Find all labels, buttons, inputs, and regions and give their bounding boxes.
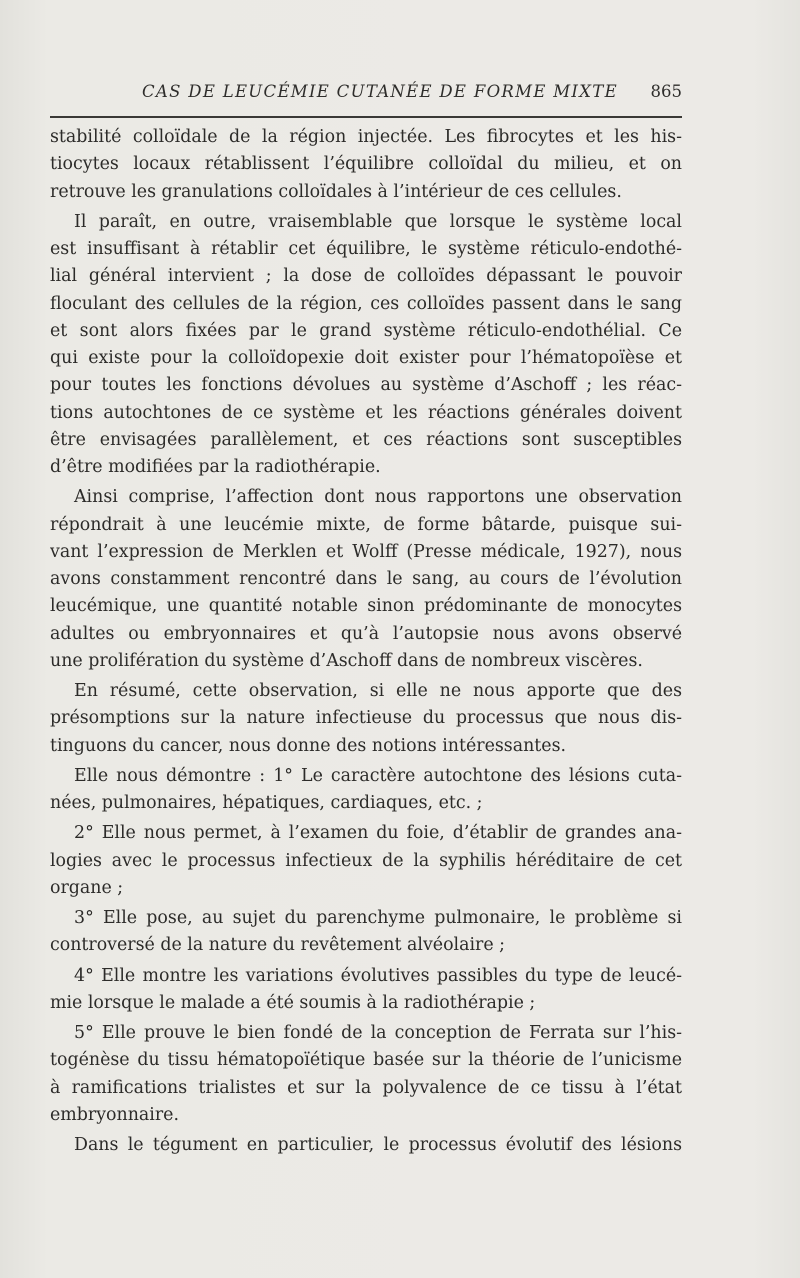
page-number: 865 <box>650 82 682 101</box>
header-rule <box>50 116 682 118</box>
text-line: vant l’expression de Merklen et Wolff (Presse médicale, 1927), nous <box>50 541 682 562</box>
text-line: présomptions sur la nature infectieuse du processus que nous dis- <box>50 708 682 729</box>
text-line: répondrait à une leucémie mixte, de forme bâtarde, puisque sui- <box>50 514 682 535</box>
running-title: CAS DE LEUCÉMIE CUTANÉE DE FORME MIXTE <box>142 82 618 101</box>
text-line: tions autochtones de ce système et les réactions générales doivent <box>50 402 682 423</box>
text-line: mie lorsque le malade a été soumis à la radiothérapie ; <box>50 992 536 1013</box>
text-line: stabilité colloïdale de la région injectée. Les fibrocytes et les his- <box>50 127 682 147</box>
body-text <box>50 124 682 1159</box>
text-line: Il paraît, en outre, vraisemblable que lorsque le système local <box>74 211 682 232</box>
text-line: Elle nous démontre : 1° Le caractère autochtone des lésions cuta- <box>74 765 682 786</box>
text-line: 2° Elle nous permet, à l’examen du foie, d’établir de grandes ana- <box>74 823 682 844</box>
text-line: controversé de la nature du revêtement alvéolaire ; <box>50 935 506 956</box>
text-line: Dans le tégument en particulier, le processus évolutif des lésions <box>74 1135 682 1155</box>
text-line: tinguons du cancer, nous donne des notions intéressantes. <box>50 735 567 756</box>
text-line: floculant des cellules de la région, ces colloïdes passent dans le sang <box>50 293 682 314</box>
text-line: adultes ou embryonnaires et qu’à l’autopsie nous avons observé <box>50 623 682 644</box>
text-line: Ainsi comprise, l’affection dont nous rapportons une observation <box>74 487 682 508</box>
text-line: pour toutes les fonctions dévolues au système d’Aschoff ; les réac- <box>50 375 682 396</box>
text-line: lial général intervient ; la dose de colloïdes dépassant le pouvoir <box>50 266 682 287</box>
text-line: 5° Elle prouve le bien fondé de la conception de Ferrata sur l’his- <box>74 1023 682 1043</box>
text-line: à ramifications trialistes et sur la polyvalence de ce tissu à l’état <box>50 1077 682 1098</box>
text-line: retrouve les granulations colloïdales à l’intérieur de ces cellules. <box>50 181 622 202</box>
text-line: 4° Elle montre les variations évolutives passibles du type de leucé- <box>74 965 682 986</box>
text-line: tiocytes locaux rétablissent l’équilibre colloïdal du milieu, et on <box>50 154 682 175</box>
page-header <box>50 78 682 108</box>
text-line: une prolifération du système d’Aschoff dans de nombreux viscères. <box>50 650 643 671</box>
text-line: 3° Elle pose, au sujet du parenchyme pulmonaire, le problème si <box>74 908 682 928</box>
text-line: embryonnaire. <box>50 1104 179 1125</box>
text-line: est insuffisant à rétablir cet équilibre, le système réticulo-endothé- <box>50 239 682 259</box>
text-line: être envisagées parallèlement, et ces réactions sont susceptibles <box>50 429 682 450</box>
text-line: togénèse du tissu hématopoïétique basée sur la théorie de l’unicisme <box>50 1050 682 1071</box>
text-line: logies avec le processus infectieux de la syphilis héréditaire de cet <box>50 850 682 871</box>
text-line: qui existe pour la colloïdopexie doit exister pour l’hématopoïèse et <box>50 348 682 368</box>
text-line: et sont alors fixées par le grand système réticulo-endothélial. Ce <box>50 320 682 341</box>
text-line: organe ; <box>50 877 124 898</box>
text-line: avons constamment rencontré dans le sang, au cours de l’évolution <box>50 569 682 589</box>
text-line: d’être modifiées par la radiothérapie. <box>50 457 381 477</box>
text-line: leucémique, une quantité notable sinon prédominante de monocytes <box>50 596 682 617</box>
text-line: En résumé, cette observation, si elle ne nous apporte que des <box>74 681 682 701</box>
text-line: nées, pulmonaires, hépatiques, cardiaques, etc. ; <box>50 793 483 813</box>
